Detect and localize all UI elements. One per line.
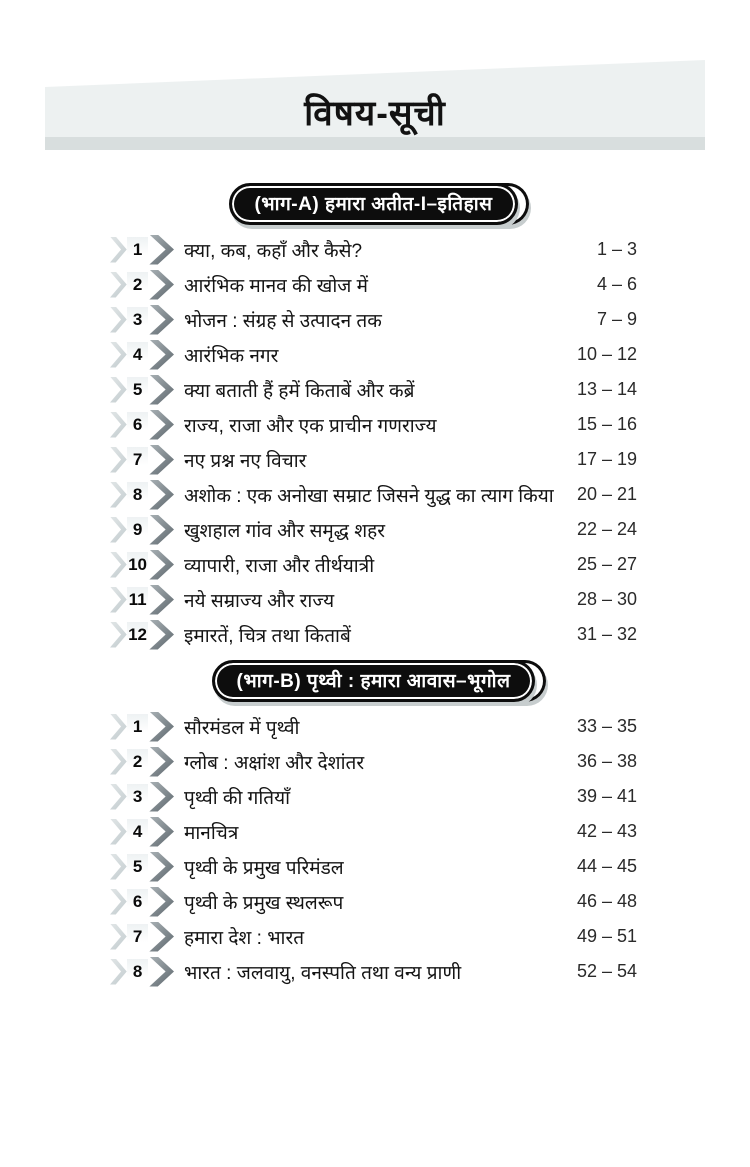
chapter-row	[110, 407, 637, 442]
chapter-title: अशोक : एक अनोखा सम्राट जिसने युद्ध का त्याग किया	[184, 485, 554, 507]
chapter-title: आरंभिक मानव की खोज में	[184, 275, 369, 297]
chapter-row	[110, 709, 637, 744]
chapter-title: सौरमंडल में पृथ्वी	[184, 717, 300, 739]
chapter-page-range: 1 – 3	[596, 239, 637, 259]
chevron-light-icon	[110, 854, 127, 880]
chevron-right-icon	[149, 235, 174, 265]
chapter-number: 8	[127, 482, 149, 508]
chapter-number-marker	[110, 712, 174, 742]
chapter-number: 6	[127, 889, 149, 915]
chapter-number: 12	[127, 622, 149, 648]
section-heading-pill	[212, 660, 536, 702]
chapter-page-range: 20 – 21	[576, 484, 637, 504]
chevron-right-icon	[149, 270, 174, 300]
chapter-number-marker	[110, 922, 174, 952]
chapter-title: राज्य, राजा और एक प्राचीन गणराज्य	[184, 415, 437, 437]
chapter-number: 9	[127, 517, 149, 543]
chapter-number: 10	[127, 552, 149, 578]
chapter-row	[110, 617, 637, 652]
chevron-light-icon	[110, 924, 127, 950]
chapter-row	[110, 267, 637, 302]
toc-banner	[45, 57, 705, 150]
chapter-number-marker	[110, 817, 174, 847]
chapter-number: 4	[127, 342, 149, 368]
chevron-light-icon	[110, 272, 127, 298]
chapter-title: नए प्रश्न नए विचार	[184, 450, 307, 472]
chevron-light-icon	[110, 819, 127, 845]
chapter-number: 5	[127, 854, 149, 880]
chevron-light-icon	[110, 714, 127, 740]
chapter-rows	[110, 232, 637, 652]
chapter-number: 6	[127, 412, 149, 438]
chevron-right-icon	[149, 585, 174, 615]
chapter-number-marker	[110, 305, 174, 335]
chapter-page-range: 33 – 35	[576, 716, 637, 736]
chevron-right-icon	[149, 375, 174, 405]
chapter-row	[110, 232, 637, 267]
toc-section	[110, 660, 637, 989]
chapter-number-marker	[110, 550, 174, 580]
chapter-title: व्यापारी, राजा और तीर्थयात्री	[184, 555, 375, 577]
chapter-number-marker	[110, 480, 174, 510]
chapter-title: हमारा देश : भारत	[184, 927, 305, 949]
chapter-number-marker	[110, 445, 174, 475]
chapter-page-range: 10 – 12	[576, 344, 637, 364]
chevron-right-icon	[149, 957, 174, 987]
chapter-number-marker	[110, 747, 174, 777]
chevron-right-icon	[149, 410, 174, 440]
chapter-page-range: 25 – 27	[576, 554, 637, 574]
chapter-number-marker	[110, 270, 174, 300]
section-heading-label: (भाग-A) हमारा अतीत-I–इतिहास	[254, 194, 493, 215]
chapter-page-range: 46 – 48	[576, 891, 637, 911]
chevron-light-icon	[110, 784, 127, 810]
chapter-number-marker	[110, 620, 174, 650]
chapter-page-range: 15 – 16	[576, 414, 637, 434]
chapter-number-marker	[110, 515, 174, 545]
chevron-right-icon	[149, 887, 174, 917]
chevron-right-icon	[149, 747, 174, 777]
chapter-row	[110, 849, 637, 884]
chevron-light-icon	[110, 889, 127, 915]
chapter-row	[110, 954, 637, 989]
section-heading	[212, 660, 536, 702]
chapter-number-marker	[110, 887, 174, 917]
chevron-right-icon	[149, 550, 174, 580]
chapter-row	[110, 779, 637, 814]
chapter-page-range: 52 – 54	[576, 961, 637, 981]
chevron-light-icon	[110, 307, 127, 333]
chevron-light-icon	[110, 622, 127, 648]
chapter-row	[110, 442, 637, 477]
toc-list	[110, 183, 637, 989]
chapter-number: 2	[127, 272, 149, 298]
chapter-number: 1	[127, 237, 149, 263]
chapter-title: क्या, कब, कहाँ और कैसे?	[184, 240, 363, 262]
chevron-light-icon	[110, 447, 127, 473]
chapter-number-marker	[110, 235, 174, 265]
chevron-light-icon	[110, 959, 127, 985]
chapter-page-range: 28 – 30	[576, 589, 637, 609]
chapter-number-marker	[110, 340, 174, 370]
chevron-light-icon	[110, 237, 127, 263]
chapter-page-range: 7 – 9	[596, 309, 637, 329]
section-heading	[229, 183, 517, 225]
chapter-number: 5	[127, 377, 149, 403]
section-heading-pill	[229, 183, 517, 225]
chapter-rows	[110, 709, 637, 989]
chapter-number: 7	[127, 447, 149, 473]
section-heading-row	[110, 183, 637, 225]
chapter-title: क्या बताती हैं हमें किताबें और कब्रें	[184, 380, 415, 402]
chevron-right-icon	[149, 515, 174, 545]
chapter-title: पृथ्वी के प्रमुख परिमंडल	[184, 857, 344, 879]
chevron-right-icon	[149, 445, 174, 475]
chapter-row	[110, 547, 637, 582]
chevron-light-icon	[110, 552, 127, 578]
chapter-page-range: 44 – 45	[576, 856, 637, 876]
page-title: विषय-सूची	[304, 94, 446, 133]
chevron-light-icon	[110, 412, 127, 438]
chapter-page-range: 4 – 6	[596, 274, 637, 294]
chapter-number: 7	[127, 924, 149, 950]
chevron-right-icon	[149, 340, 174, 370]
section-heading-label: (भाग-B) पृथ्वी : हमारा आवास–भूगोल	[236, 671, 511, 692]
chevron-light-icon	[110, 587, 127, 613]
chevron-right-icon	[149, 480, 174, 510]
chapter-row	[110, 582, 637, 617]
chapter-title: इमारतें, चित्र तथा किताबें	[184, 625, 351, 647]
chapter-title: पृथ्वी की गतियाँ	[184, 787, 291, 809]
chevron-right-icon	[149, 922, 174, 952]
chevron-right-icon	[149, 305, 174, 335]
chapter-number-marker	[110, 585, 174, 615]
chapter-page-range: 22 – 24	[576, 519, 637, 539]
chapter-row	[110, 814, 637, 849]
chapter-row	[110, 477, 637, 512]
chapter-page-range: 39 – 41	[576, 786, 637, 806]
chapter-title: आरंभिक नगर	[184, 345, 279, 367]
chapter-number-marker	[110, 375, 174, 405]
chapter-page-range: 36 – 38	[576, 751, 637, 771]
chapter-row	[110, 744, 637, 779]
chevron-light-icon	[110, 517, 127, 543]
chevron-right-icon	[149, 712, 174, 742]
chapter-page-range: 17 – 19	[576, 449, 637, 469]
chapter-number-marker	[110, 957, 174, 987]
chapter-number: 3	[127, 307, 149, 333]
chapter-title: मानचित्र	[184, 822, 239, 844]
chapter-row	[110, 512, 637, 547]
chevron-light-icon	[110, 749, 127, 775]
chapter-row	[110, 337, 637, 372]
chapter-page-range: 31 – 32	[576, 624, 637, 644]
chevron-light-icon	[110, 342, 127, 368]
section-heading-row	[110, 660, 637, 702]
chevron-right-icon	[149, 817, 174, 847]
chapter-page-range: 49 – 51	[576, 926, 637, 946]
chevron-light-icon	[110, 482, 127, 508]
chapter-row	[110, 919, 637, 954]
chevron-right-icon	[149, 620, 174, 650]
chapter-title: नये सम्राज्य और राज्य	[184, 590, 335, 612]
chapter-number-marker	[110, 782, 174, 812]
chapter-number-marker	[110, 852, 174, 882]
chapter-row	[110, 372, 637, 407]
chevron-right-icon	[149, 782, 174, 812]
chapter-title: पृथ्वी के प्रमुख स्थलरूप	[184, 892, 344, 914]
chapter-number: 3	[127, 784, 149, 810]
toc-section	[110, 183, 637, 652]
chapter-title: भोजन : संग्रह से उत्पादन तक	[184, 310, 382, 332]
chapter-page-range: 42 – 43	[576, 821, 637, 841]
chapter-number: 2	[127, 749, 149, 775]
chapter-number-marker	[110, 410, 174, 440]
chapter-number: 1	[127, 714, 149, 740]
chapter-title: भारत : जलवायु, वनस्पति तथा वन्य प्राणी	[184, 962, 462, 984]
chapter-row	[110, 302, 637, 337]
chevron-light-icon	[110, 377, 127, 403]
chapter-number: 8	[127, 959, 149, 985]
chapter-title: ग्लोब : अक्षांश और देशांतर	[184, 752, 365, 774]
chapter-page-range: 13 – 14	[576, 379, 637, 399]
chapter-title: खुशहाल गांव और समृद्ध शहर	[184, 520, 386, 542]
chapter-number: 11	[127, 587, 149, 613]
chevron-right-icon	[149, 852, 174, 882]
chapter-row	[110, 884, 637, 919]
chapter-number: 4	[127, 819, 149, 845]
